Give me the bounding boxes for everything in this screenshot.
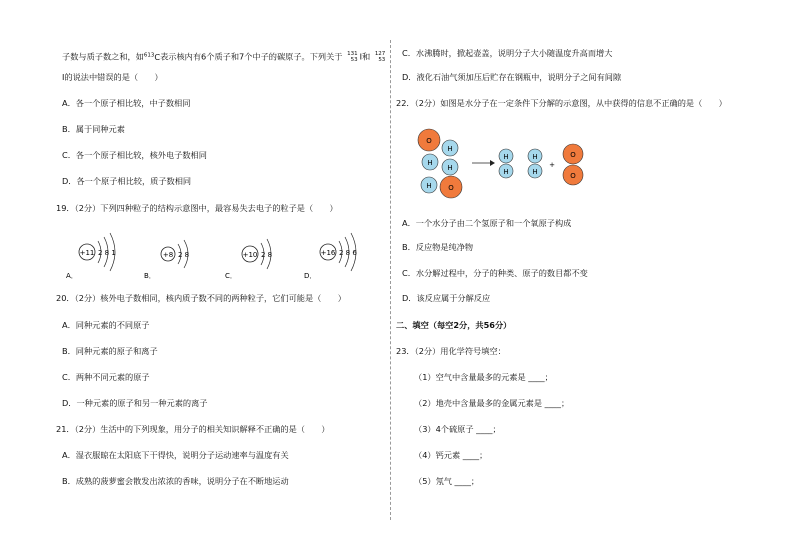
atom-b-letter: B．	[144, 272, 156, 280]
q18-line2: I的说法中错误的是（ ）	[62, 72, 163, 82]
q18-option-c[interactable]: C．各一个原子相比较，核外电子数相同	[62, 150, 207, 160]
q20-option-d[interactable]: D．一种元素的原子和另一种元素的离子	[62, 398, 208, 408]
q20-option-a[interactable]: A．同种元素的不同原子	[62, 320, 150, 330]
atom-b-nucleus-label: +8	[162, 251, 174, 259]
q23-stem: 23．（2分）用化学符号填空：	[396, 346, 506, 356]
q18-option-a[interactable]: A．各一个原子相比较，中子数相同	[62, 98, 191, 108]
q21-option-a[interactable]: A．湿衣服晾在太阳底下干得快，说明分子运动速率与温度有关	[62, 450, 289, 460]
q23-item-5[interactable]: （5）氖气 ____；	[414, 476, 480, 486]
atom-d-shells: 2 8 6	[339, 249, 357, 257]
atom-a-nucleus-label: +11	[79, 249, 95, 257]
svg-text:H: H	[532, 168, 538, 176]
atom-a-shells: 2 8 1	[98, 249, 116, 257]
q20-stem: 20．（2分）核外电子数相同，核内质子数不同的两种粒子，它们可能是（ ）	[56, 293, 346, 303]
isotope-i127: 127 53	[374, 51, 386, 64]
q18-line1	[62, 50, 387, 63]
water-decomposition-diagram	[414, 124, 614, 204]
atom-diagrams-svg	[62, 225, 382, 285]
svg-text:O: O	[570, 172, 576, 180]
q19-stem: 19．（2分）下列四种粒子的结构示意图中，最容易失去电子的粒子是（ ）	[56, 203, 338, 213]
q18-text-b: 表示核内有6个质子和7个中子的碳原子。下列关于	[160, 51, 343, 62]
svg-text:H: H	[503, 153, 509, 161]
q22-option-a[interactable]: A．一个水分子由二个氢原子和一个氧原子构成	[402, 218, 572, 228]
isotope-c-label: $^{613}$C	[143, 51, 161, 62]
q23-item-3[interactable]: （3）4个硫原子 ____；	[414, 424, 501, 434]
svg-text:H: H	[532, 153, 538, 161]
svg-text:O: O	[448, 184, 454, 192]
q23-item-4[interactable]: （4）钙元素 ____；	[414, 450, 488, 460]
atom-c[interactable]	[225, 239, 272, 280]
plus-sign: +	[549, 161, 555, 169]
q18-and: 和	[362, 51, 371, 62]
atom-a-letter: A．	[66, 272, 78, 280]
q18-text-a: 子数与质子数之和，如	[62, 51, 144, 62]
atom-d[interactable]	[304, 233, 357, 280]
atom-b-shells: 2 8	[178, 251, 190, 259]
q21-option-b[interactable]: B．成熟的菠萝蜜会散发出浓浓的香味，说明分子在不断地运动	[62, 476, 289, 486]
atom-d-letter: D．	[304, 272, 317, 280]
column-divider	[390, 40, 391, 520]
svg-text:H: H	[426, 182, 432, 190]
atom-b[interactable]	[144, 240, 189, 280]
atom-d-nucleus-label: +16	[320, 249, 336, 257]
q21-stem: 21．（2分）生活中的下列现象，用分子的相关知识解释不正确的是（ ）	[56, 424, 330, 434]
svg-text:H: H	[447, 164, 453, 172]
q18-option-d[interactable]: D．各一个原子相比较，质子数相同	[62, 176, 192, 186]
svg-text:O: O	[570, 151, 576, 159]
q21-option-c[interactable]: C．水沸腾时，掀起壶盖，说明分子大小随温度升高而增大	[402, 48, 613, 58]
q22-option-d[interactable]: D．该反应属于分解反应	[402, 293, 491, 303]
atom-a[interactable]	[66, 233, 116, 280]
isotope-i131: 131 53	[347, 51, 358, 64]
q22-option-c[interactable]: C．水分解过程中，分子的种类、原子的数目都不变	[402, 268, 588, 278]
atom-c-nucleus-label: +10	[242, 251, 258, 259]
svg-text:O: O	[426, 137, 432, 145]
q23-item-1[interactable]: （1）空气中含量最多的元素是 ____；	[414, 372, 553, 382]
q20-option-b[interactable]: B．同种元素的原子和离子	[62, 346, 158, 356]
svg-text:H: H	[427, 159, 433, 167]
q22-option-b[interactable]: B．反应物是纯净物	[402, 242, 474, 252]
q23-item-2[interactable]: （2）地壳中含量最多的金属元素是 ____；	[414, 398, 570, 408]
q20-option-c[interactable]: C．两种不同元素的原子	[62, 372, 150, 382]
isotope-i131-symbol: I	[359, 51, 362, 62]
svg-text:H: H	[447, 145, 453, 153]
q21-option-d[interactable]: D．液化石油气须加压后贮存在钢瓶中，说明分子之间有间隙	[402, 72, 622, 82]
svg-text:H: H	[503, 168, 509, 176]
q18-option-b[interactable]: B．属于同种元素	[62, 124, 125, 134]
atom-c-letter: C．	[225, 272, 237, 280]
atom-c-shells: 2 8	[261, 251, 273, 259]
section-2-title: 二、填空（每空2分，共56分）	[396, 320, 512, 330]
q22-stem: 22．（2分）如图是水分子在一定条件下分解的示意图，从中获得的信息不正确的是（ ）	[396, 98, 727, 108]
